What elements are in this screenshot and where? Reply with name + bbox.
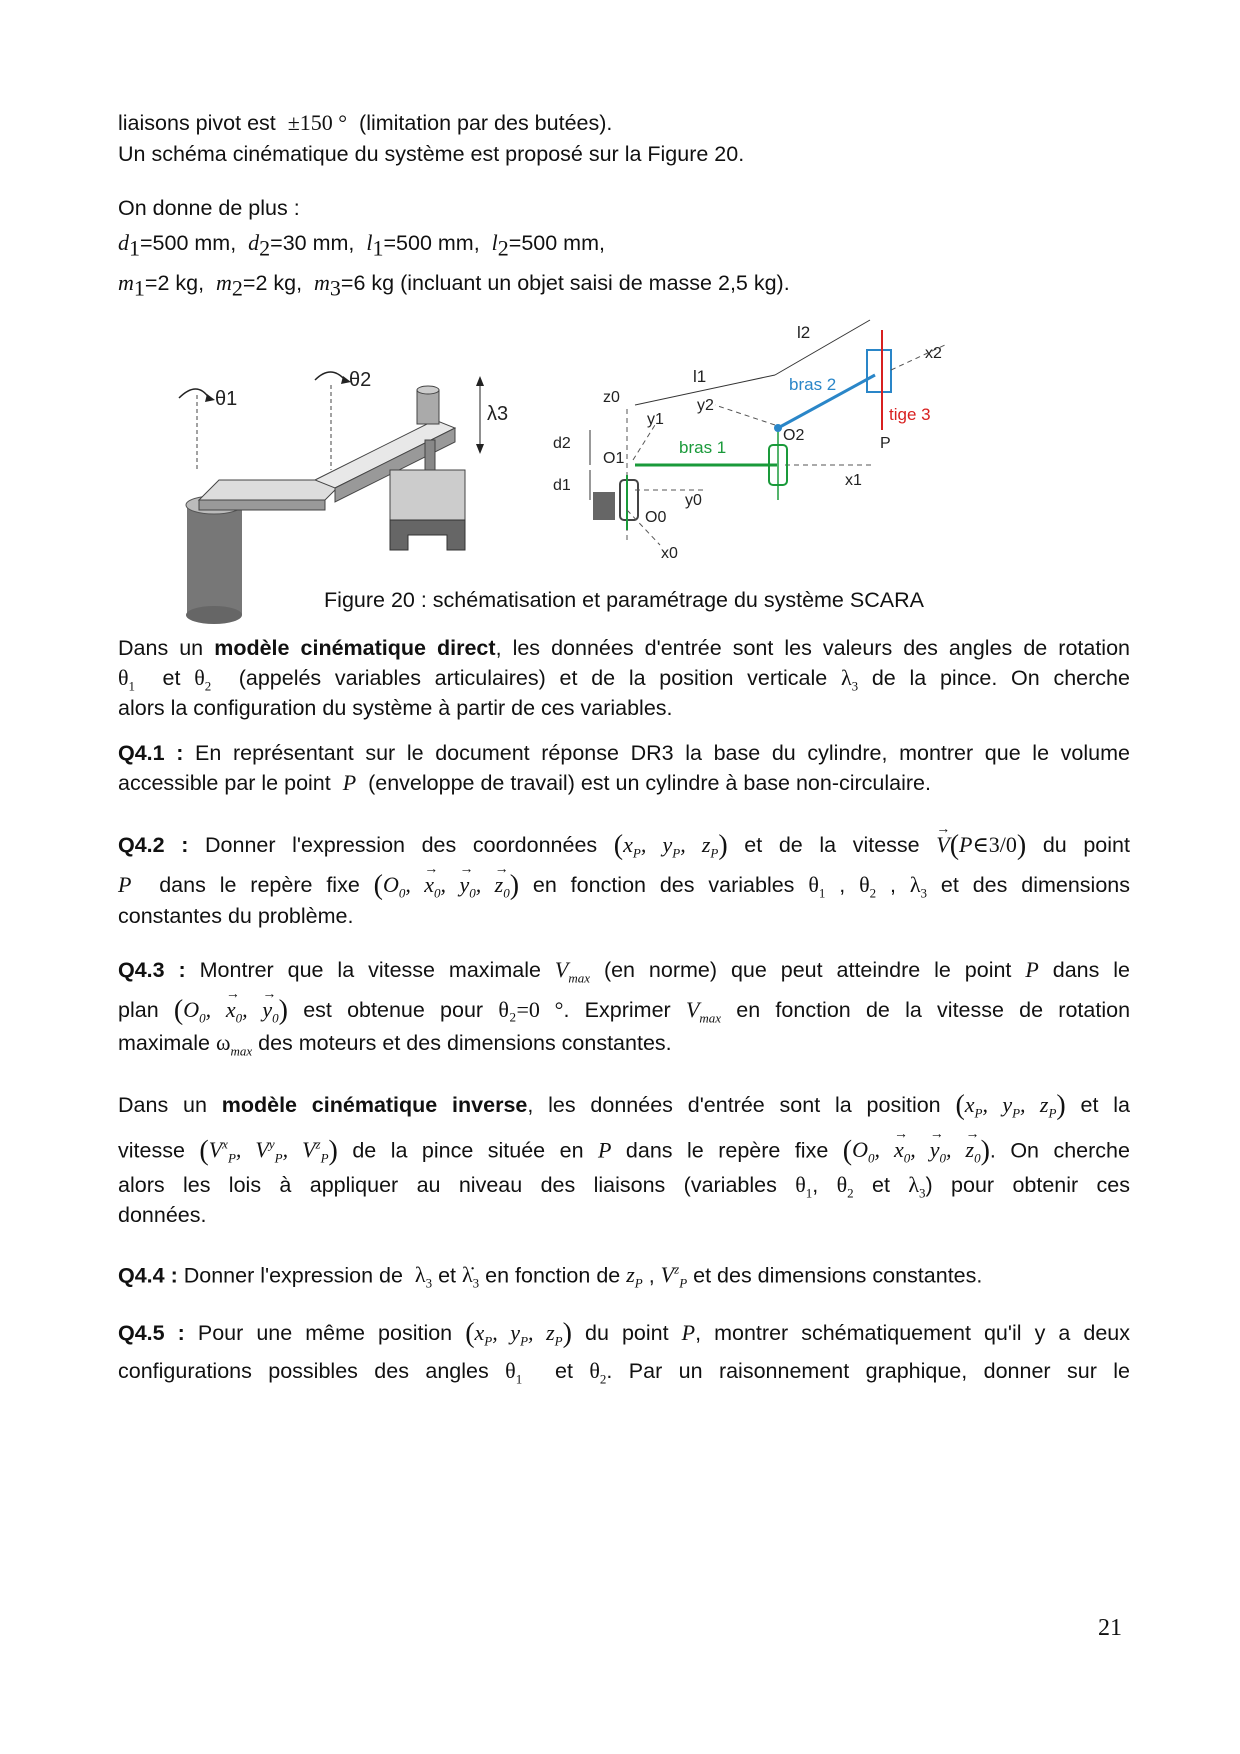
theta1-label: θ1 <box>215 388 238 410</box>
dimensions-line: $d_1=500$ mm, $d_2=30$ mm, $l_1=500$ mm, $l_2=500$ mm, <box>118 230 605 261</box>
intro-line-3: On donne de plus : <box>118 196 300 220</box>
page-number: 21 <box>1098 1615 1122 1641</box>
inverse-model-line-3: alors les lois à appliquer au niveau des liaisons (variables $\theta_1$, $\theta_2$ et $\lambda_3$) pour obtenir ces <box>118 1172 1131 1201</box>
bras1-label: bras 1 <box>679 438 727 457</box>
O0-label: O0 <box>645 509 667 526</box>
q43-line-1: Q4.3 : Montrer que la vitesse maximale $V_{max}$ (en norme) que peut atteindre le point P dans le <box>118 957 1131 986</box>
x0-label: x0 <box>661 545 678 562</box>
direct-model-line-2: $\theta_1$ et $\theta_2$ (appelés variables articulaires) et de la position verticale $\lambda_3$ de la pince. On cherche <box>118 665 1130 694</box>
O2-label: O2 <box>783 427 805 444</box>
kinematic-schematic <box>553 320 945 562</box>
x2-label: x2 <box>925 345 942 362</box>
l2-label: l2 <box>797 323 811 342</box>
direct-model-line-1: Dans un modèle cinématique direct, les données d'entrée sont les valeurs des angles de rotation <box>118 636 1130 660</box>
direct-model-line-3: alors la configuration du système à partir de ces variables. <box>118 696 673 720</box>
theta2-label: θ2 <box>349 369 372 391</box>
lambda3-label: λ3 <box>487 403 509 425</box>
x1-label: x1 <box>845 472 862 489</box>
q41-line-1: Q4.1 : En représentant sur le document réponse DR3 la base du cylindre, montrer que le volume <box>118 741 1130 765</box>
bras2-label: bras 2 <box>789 375 837 394</box>
z0-label: z0 <box>603 389 620 406</box>
inverse-model-line-1: Dans un modèle cinématique inverse, les données d'entrée sont la position ($x_P$, $y_P$, $z_P$) et la <box>118 1090 1130 1121</box>
d2-label: d2 <box>553 435 571 452</box>
y2-label: y2 <box>697 397 714 414</box>
q44-line: Q4.4 : Donner l'expression de $\lambda_3$ et $\lambdȧ_3$ en fonction de $z_P$ , $V^z_P$ et des dimensions constantes. <box>118 1262 983 1291</box>
q42-line-1: Q4.2 : Donner l'expression des coordonnées ($x_P$, $y_P$, $z_P$) et de la vitesse → V(P∈3/0) du point <box>118 830 1130 868</box>
tige3-label: tige 3 <box>889 405 931 424</box>
q42-line-3: constantes du problème. <box>118 904 354 928</box>
intro-line-1: liaisons pivot est ±150 ° (limitation par des butées). <box>118 110 613 135</box>
d1-label: d1 <box>553 477 571 494</box>
masses-line: $m_1=2$ kg, $m_2=2$ kg, $m_3=6$ kg (incluant un objet saisi de masse 2,5 kg). <box>118 270 790 301</box>
inverse-model-line-2: vitesse ($V^x_P$, $V^y_P$, $V^z_P$) de la pince située en P dans le repère fixe ($O_0$, → $x_0$, → $y_0$, → $z_0$). On cherche <box>118 1130 1130 1174</box>
l1-label: l1 <box>693 367 707 386</box>
y1-label: y1 <box>647 411 664 428</box>
figure-caption: Figure 20 : schématisation et paramétrage du système SCARA <box>324 588 924 612</box>
gripper-block <box>390 470 465 520</box>
q43-line-3: maximale $\omega_{max}$ des moteurs et des dimensions constantes. <box>118 1030 672 1059</box>
q45-line-2: configurations possibles des angles $\theta_1$ et $\theta_2$. Par un raisonnement graphique, donner sur le <box>118 1358 1130 1387</box>
q43-line-2: plan ($O_0$, → $x_0$, → $y_0$) est obtenue pour θ₂=0 °. Exprimer $V_{max}$ en fonction de la vitesse de rotation <box>118 995 1130 1033</box>
O1-label: O1 <box>603 450 625 467</box>
q45-line-1: Q4.5 : Pour une même position ($x_P$, $y_P$, $z_P$) du point P, montrer schématiquement qu'il y a deux <box>118 1318 1131 1349</box>
q42-line-2: P dans le repère fixe ($O_0$, → $x_0$, → $y_0$, → $z_0$) en fonction des variables $\theta_1$ , $\theta_2$ , $\lambda_3$ et des dimensions <box>118 870 1130 908</box>
P-label: P <box>880 435 891 452</box>
q41-line-2: accessible par le point P (enveloppe de travail) est un cylindre à base non-circulaire. <box>118 770 931 795</box>
y0-label: y0 <box>685 492 702 509</box>
intro-line-2: Un schéma cinématique du système est proposé sur la Figure 20. <box>118 142 745 166</box>
inverse-model-line-4: données. <box>118 1203 207 1227</box>
